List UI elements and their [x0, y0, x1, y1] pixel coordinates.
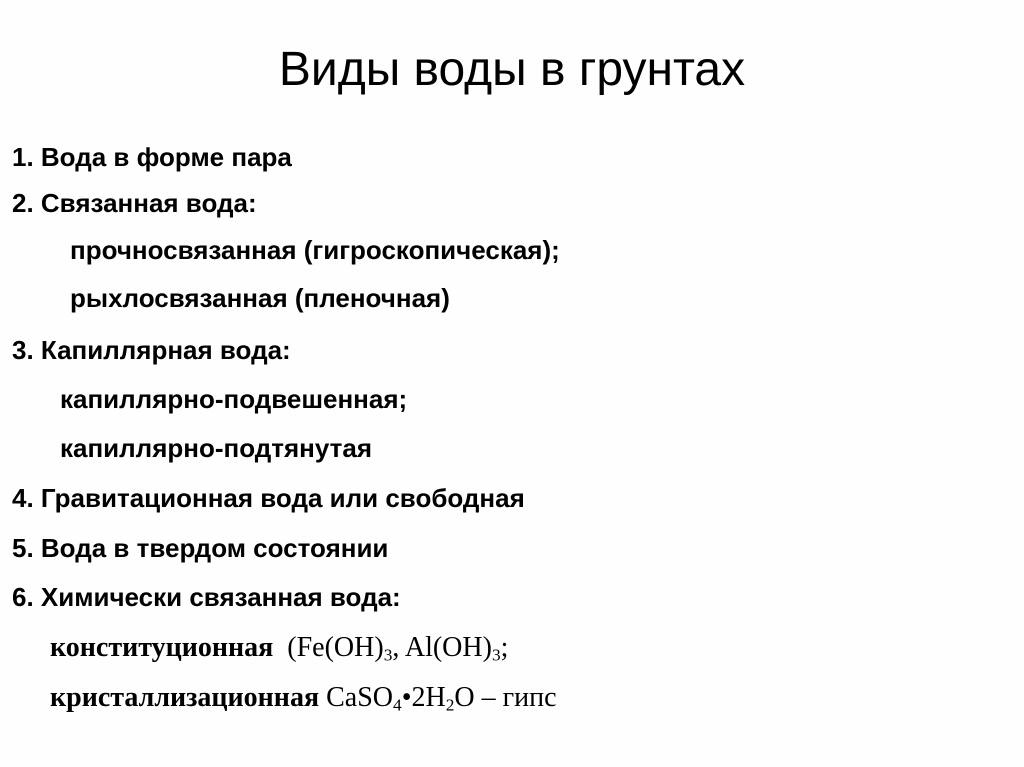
crystallization-label: кристаллизационная [50, 682, 320, 713]
list-item-2: 2. Связанная вода: [12, 188, 257, 218]
list-item-5: 5. Вода в твердом состоянии [12, 533, 389, 563]
list-subitem-2b: рыхлосвязанная (пленочная) [70, 283, 450, 313]
list-item-4: 4. Гравитационная вода или свободная [12, 483, 525, 513]
constitutional-label: конституционная [50, 632, 274, 663]
list-subitem-3a: капиллярно-подвешенная; [60, 384, 408, 414]
list-subitem-3b: капиллярно-подтянутая [60, 433, 372, 463]
list-item-3: 3. Капиллярная вода: [12, 335, 291, 365]
slide-title: Виды воды в грунтах [278, 43, 746, 96]
crystallization-water-line [50, 680, 557, 716]
list-item-1: 1. Вода в форме пара [12, 142, 292, 172]
constitutional-water-line [50, 630, 508, 666]
list-item-6: 6. Химически связанная вода: [12, 582, 401, 612]
constitutional-formula: ($Fe(OH)_3$, $Al(OH)_3$; [287, 632, 509, 665]
crystallization-formula: $CaSO_4•2H_2O$ – гипс [326, 682, 557, 715]
list-subitem-2a: прочносвязанная (гигроскопическая); [70, 235, 560, 265]
